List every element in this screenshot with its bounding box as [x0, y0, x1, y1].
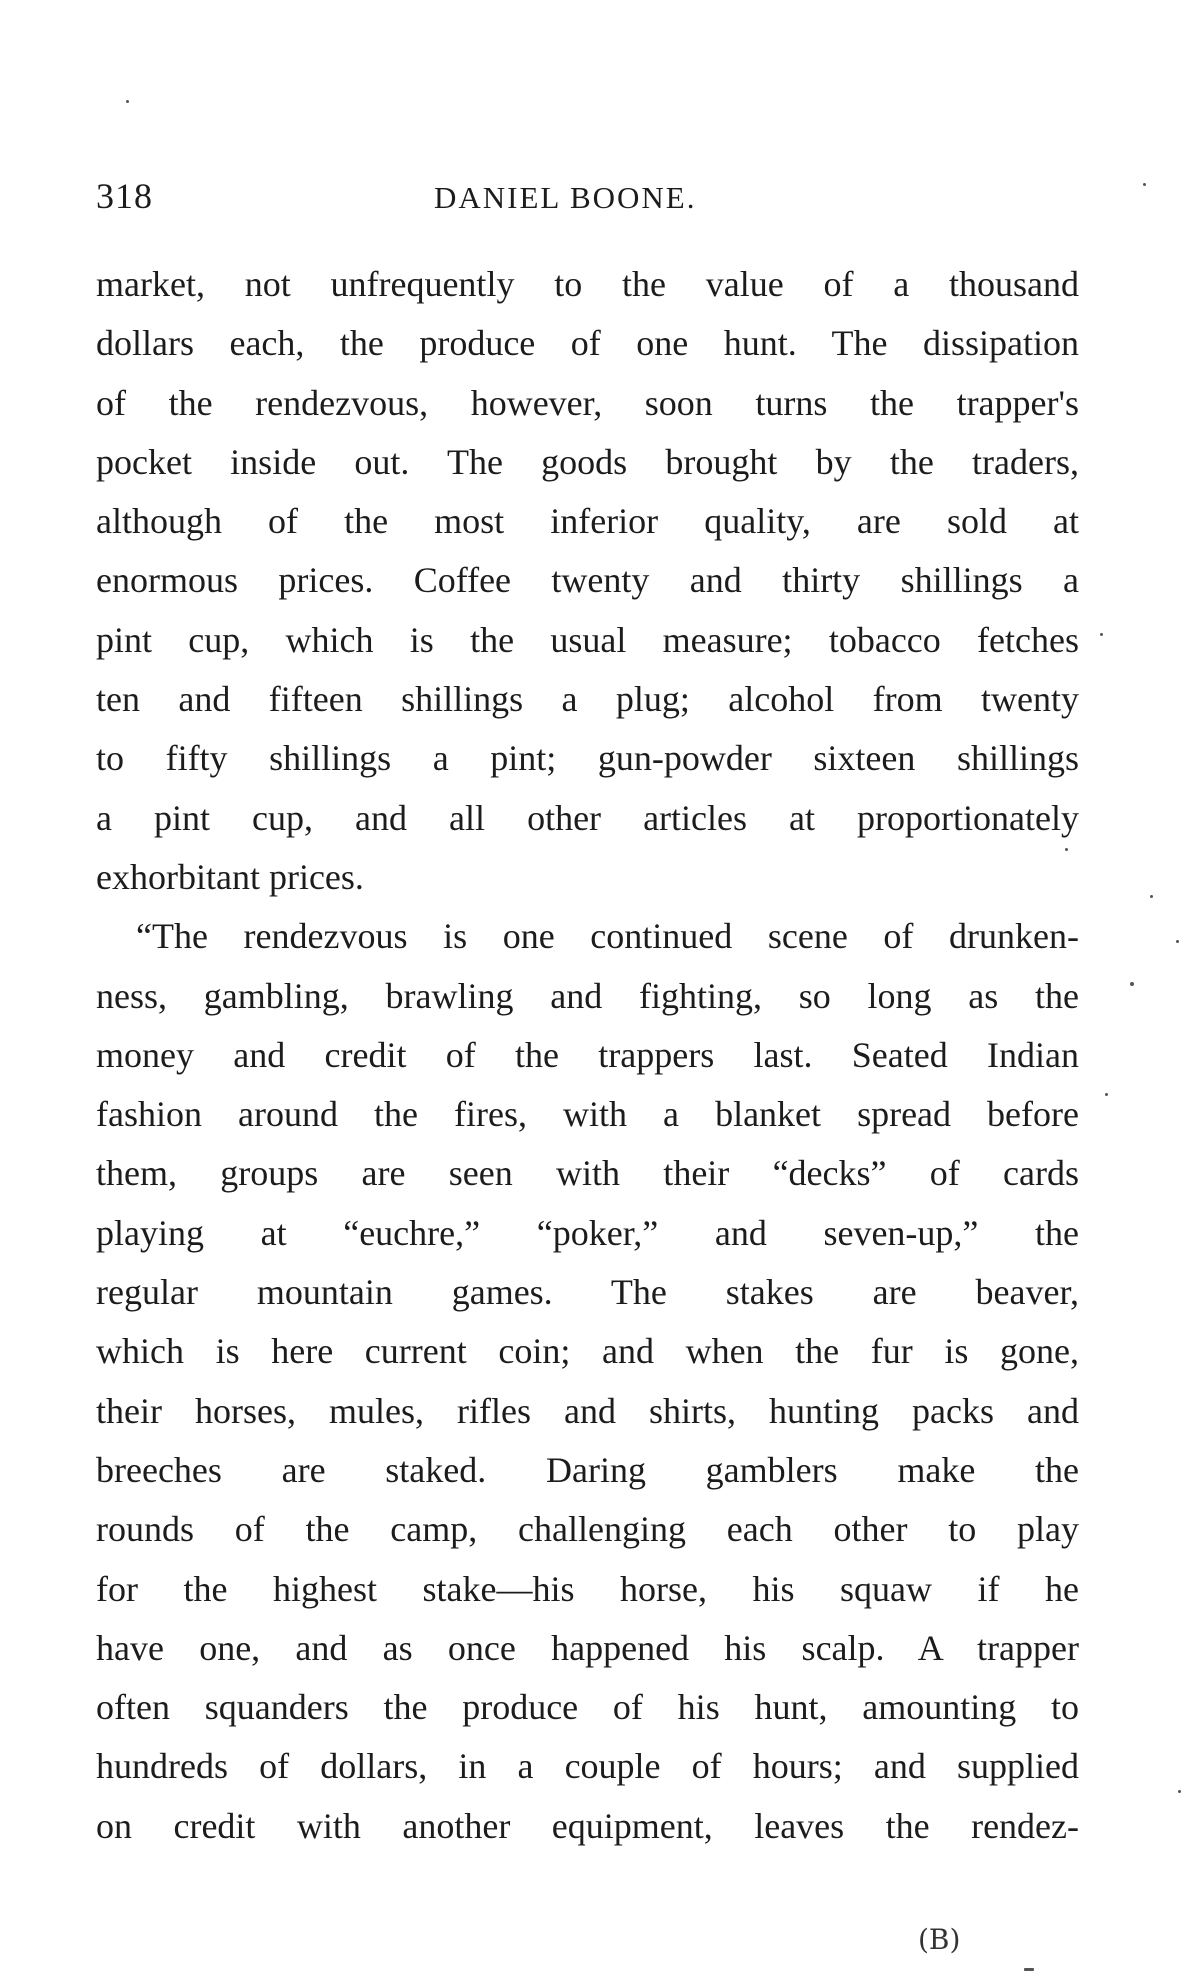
text-line: breeches are staked. Daring gamblers make the [96, 1449, 1079, 1490]
text-line: their horses, mules, rifles and shirts, hunting packs and [96, 1390, 1079, 1431]
text-line: enormous prices. Coffee twenty and thirty shillings a [96, 560, 1079, 601]
speck [1176, 940, 1179, 943]
text-line: playing at “euchre,” “poker,” and seven-up,” the [96, 1212, 1079, 1253]
text-line: a pint cup, and all other articles at proportionately [96, 797, 1079, 838]
library-stamp-mark: (B) [918, 1923, 961, 1956]
text-line: on credit with another equipment, leaves the rendez- [96, 1805, 1079, 1846]
text-line: of the rendezvous, however, soon turns the trapper's [96, 382, 1079, 423]
text-line: ten and fifteen shillings a plug; alcohol from twenty [96, 679, 1079, 720]
text-line: dollars each, the produce of one hunt. The dissipation [96, 323, 1079, 364]
text-line: regular mountain games. The stakes are beaver, [96, 1272, 1079, 1313]
speck [1143, 183, 1146, 186]
speck [1100, 633, 1103, 636]
paragraph [96, 907, 1079, 1856]
paragraph [96, 255, 1079, 907]
page-header [96, 175, 1076, 235]
text-line: exhorbitant prices. [96, 856, 364, 897]
text-line: which is here current coin; and when the fur is gone, [96, 1331, 1079, 1372]
text-line: money and credit of the trappers last. Seated Indian [96, 1034, 1079, 1075]
text-line: have one, and as once happened his scalp. A trapper [96, 1627, 1079, 1668]
text-line: to fifty shillings a pint; gun-powder sixteen shillings [96, 738, 1079, 779]
page-number: 318 [96, 176, 153, 216]
body-text [96, 255, 1079, 1856]
text-line: for the highest stake—his horse, his squaw if he [96, 1568, 1079, 1609]
text-line: them, groups are seen with their “decks” of cards [96, 1153, 1079, 1194]
speck [1024, 1968, 1034, 1971]
running-head: DANIEL BOONE. [434, 180, 697, 215]
text-line: often squanders the produce of his hunt, amounting to [96, 1687, 1079, 1728]
speck [1150, 895, 1153, 898]
text-line: ness, gambling, brawling and fighting, so long as the [96, 975, 1079, 1016]
text-line: rounds of the camp, challenging each other to play [96, 1509, 1079, 1550]
text-line: hundreds of dollars, in a couple of hours; and supplied [96, 1746, 1079, 1787]
text-line: pint cup, which is the usual measure; tobacco fetches [96, 619, 1079, 660]
text-line: fashion around the fires, with a blanket spread before [96, 1094, 1079, 1135]
speck [1130, 982, 1134, 986]
text-line: although of the most inferior quality, are sold at [96, 501, 1079, 542]
speck [1178, 1790, 1181, 1793]
speck [126, 100, 129, 103]
text-line: market, not unfrequently to the value of a thousand [96, 264, 1079, 304]
speck [1105, 1093, 1108, 1096]
text-line: pocket inside out. The goods brought by the traders, [96, 441, 1079, 482]
text-line: “The rendezvous is one continued scene of drunken- [136, 916, 1079, 957]
speck [1065, 848, 1068, 851]
